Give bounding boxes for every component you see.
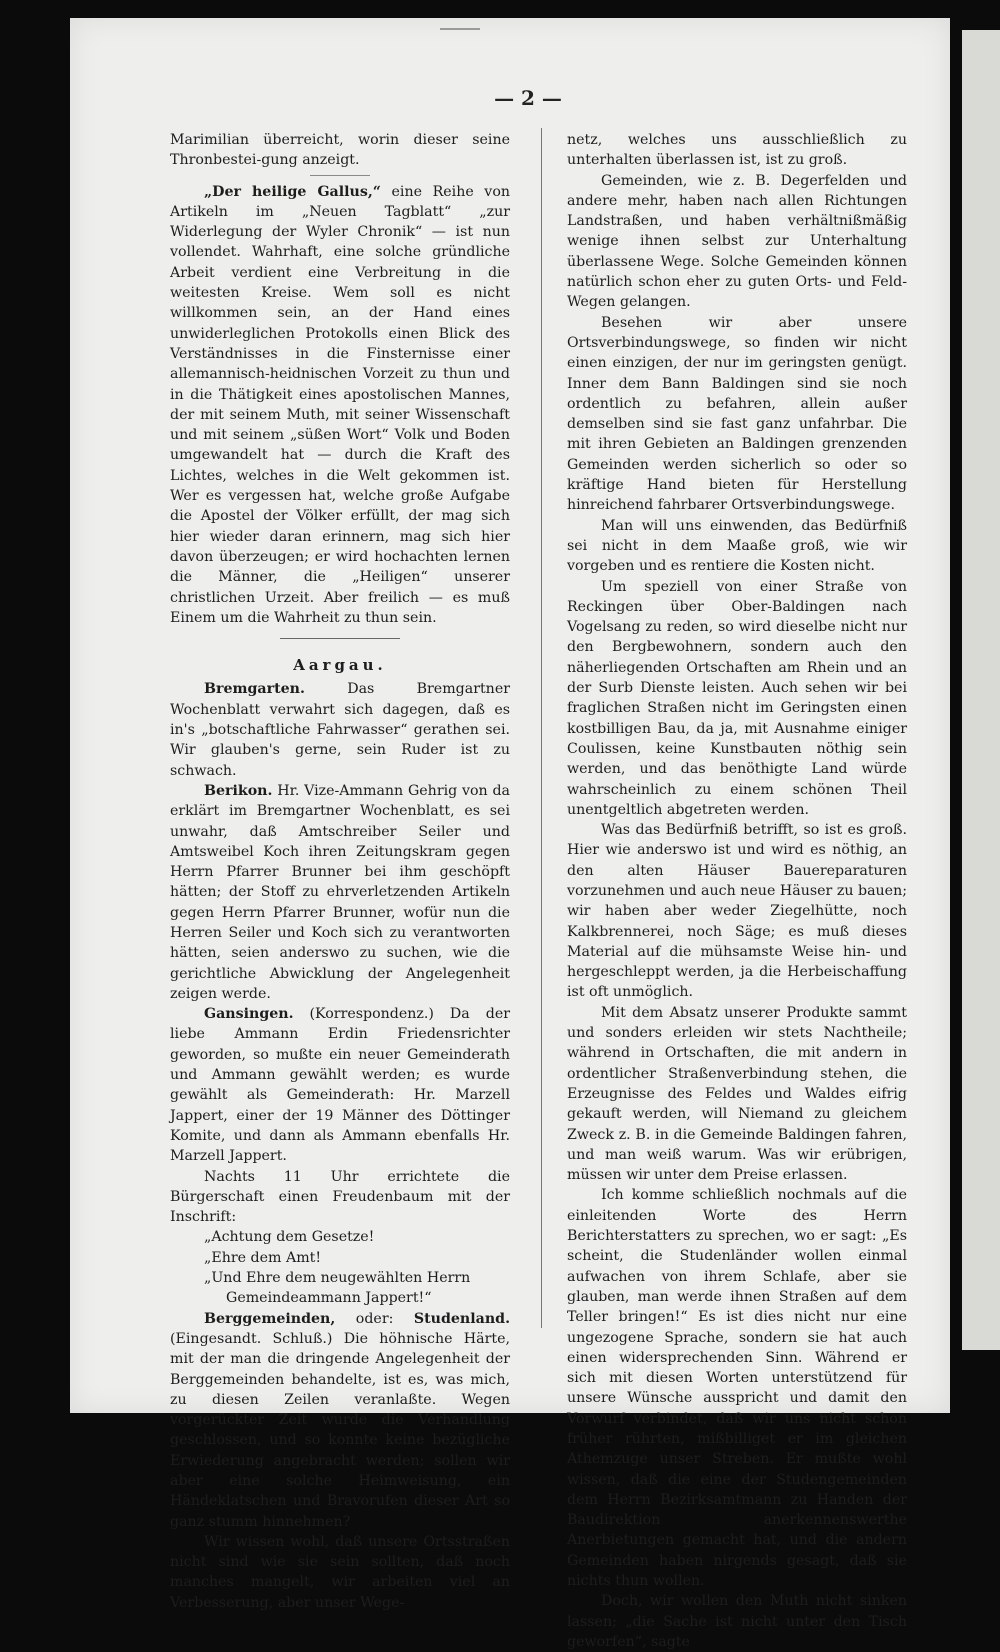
gallus-headline: „Der heilige Gallus,“: [204, 183, 381, 200]
right-paragraph-7: Mit dem Absatz unserer Produkte sammt und sonders erleiden wir stets Nachtheile; während in Ortschaften, die mit andern in ordentlicher Straßenverbindung stehen, die Erzeugnisse des Feldes und Waldes eifrig gekauft werden, will Niemand zu gleichem Zweck z. B. in die Gemeinde Baldingen fahren, und man weiß warum. Was wir erübrigen, müssen wir unter dem Preise erlassen.: [567, 1004, 907, 1184]
right-paragraph-8: Ich komme schließlich nochmals auf die einleitenden Worte des Herrn Berichterstatters zu sprechen, wo er sagt: „Es scheint, die Studenländer wollen einmal aufwachen von ihrem Schlafe, aber sie glauben, man werde ihnen Straßen auf dem Teller bringen!“ Es ist dies nicht nur eine ungezogene Sprache, sondern sie hat auch einen widersprechenden Sinn. Während er sich mit diesen Worten unterstützend für unsere Wünsche ausspricht und damit den Vorwurf verbindet, daß wir uns nicht schon früher rührten, mißbilliget er im gleichen Athemzuge unser Streben. Er mußte wohl wissen, daß die eine der Studengemeinden dem Herrn Bezirksamtmann zu Handen der Baudirektion anerkennenswerthe Anerbietungen gemacht hat, und die andern Gemeinden haben nirgends gesagt, daß sie nichts thun wollen.: [567, 1187, 907, 1590]
header-rule: [440, 28, 480, 30]
left-column: [170, 130, 510, 1613]
article-divider: [310, 175, 370, 176]
gallus-text: eine Reihe von Artikeln im „Neuen Tagblatt“ „zur Widerlegung der Wyler Chronik“ — ist nun vollendet. Wahrhaft, eine solche gründliche Arbeit verdient eine Verbreitung in die weitesten Kreise. Wem soll es nicht willkommen sein, an der Hand eines unwiderleglichen Protokolls einen Blick des Verständnisses in die Finsternisse einer allemannisch-heidnischen Vorzeit zu thun und in die Thätigkeit eines apostolischen Mannes, der mit seinem Muth, mit seiner Wissenschaft und mit seinem „süßen Wort“ Volk und Boden umgewandelt hat — durch die Kraft des Lichtes, welches in die Welt gekommen ist. Wer es vergessen hat, welche große Aufgabe die Apostel der Völker erfüllt, der mag sich hier wieder daran erinnern, mag sich hier davon überzeugen; er wird hochachten lernen die Männer, die „Heiligen“ unserer christlichen Urzeit. Aber freilich — es muß Einem um die Wahrheit zu thun sein.: [170, 183, 510, 626]
right-paragraph-1: netz, welches uns ausschließlich zu unterhalten überlassen ist, ist zu groß.: [567, 132, 907, 169]
right-paragraph-9: Doch, wir wollen den Muth nicht sinken lassen; „die Sache ist nicht unter den Tisch geworfen“, sagte: [567, 1593, 907, 1650]
right-paragraph-2: Gemeinden, wie z. B. Degerfelden und andere mehr, haben nach allen Richtungen Landstraßen, und haben verhältnißmäßig wenige ihnen selbst zur Unterhaltung überlassene Wege. Solche Gemeinden können natürlich schon eher zu guten Orts- und Feld-Wegen gelangen.: [567, 172, 907, 311]
berggemeinden-headline: Berggemeinden,: [204, 1310, 336, 1327]
berikon-headline: Berikon.: [204, 782, 273, 799]
right-paragraph-4: Man will uns einwenden, das Bedürfniß sei nicht in dem Maaße groß, wie wir vorgeben und es rentiere die Kosten nicht.: [567, 517, 907, 575]
section-title-aargau: Aargau.: [293, 656, 387, 675]
page-number: — 2 —: [494, 86, 562, 110]
inscription-line: „Achtung dem Gesetze!: [204, 1229, 375, 1246]
bremgarten-paragraph: [170, 679, 510, 780]
wir-wissen-paragraph: Wir wissen wohl, daß unsere Ortsstraßen nicht sind wie sie sein sollten, daß noch manches mangelt, wir arbeiten viel an Verbesserung, aber unser Wege-: [170, 1533, 510, 1611]
right-paragraph-6: Was das Bedürfniß betrifft, so ist es groß. Hier wie anderswo ist und wird es nöthig, an den alten Häuser Bauereparaturen vorzunehmen und auch neue Häuser zu bauen; wir haben aber weder Ziegelhütte, noch Kalkbrennerei, noch Säge; es muß dieses Material auf die mühsamste Weise hin- und hergeschleppt werden, ja die Herbeischaffung ist oft unmöglich.: [567, 822, 907, 1001]
gansingen-paragraph: [170, 1004, 510, 1166]
right-paragraph-3: Besehen wir aber unsere Ortsverbindungswege, so finden wir nicht einen einzigen, der nur im geringsten genügt. Inner dem Bann Baldingen sind sie noch ordentlich zu befahren, allein außer demselben sind sie fast ganz unfahrbar. Die mit ihren Gebieten an Baldingen grenzenden Gemeinden werden sicherlich so oder so kräftige Hand bieten für Herstellung hinreichend fahrbarer Ortsverbindungswege.: [567, 314, 907, 514]
studenland-headline: Studenland.: [413, 1310, 511, 1327]
gansingen-text: (Korrespondenz.) Da der liebe Ammann Erdin Friedensrichter geworden, so mußte ein neuer Gemeinderath und Ammann gewählt werden; es wurde gewählt als Gemeinderath: Hr. Marzell Jappert, einer der 19 Männer des Döttinger Komite, und dann als Ammann ebenfalls Hr. Marzell Jappert.: [170, 1006, 510, 1165]
nachts-paragraph: Nachts 11 Uhr errichtete die Bürgerschaft einen Freudenbaum mit der Inschrift:: [170, 1168, 510, 1226]
right-paragraph-5: Um speziell von einer Straße von Reckingen über Ober-Baldingen nach Vogelsang zu reden, so wird dieselbe nicht nur den Bergbewohnern, sondern auch den näherliegenden Ortschaften am Rhein und an der Surb Dienste leisten. Auch sehen wir bei fraglichen Straßen nicht im Geringsten einen kostbilligen Bau, da ja, mit Ausnahme einiger Coulissen, keine Kunstbauten nöthig sein werden, und das benöthigte Land würde wahrscheinlich zu einem schönen Theil unentgeltlich abgetreten werden.: [567, 578, 907, 818]
berggemeinden-sub: oder:: [355, 1310, 394, 1327]
berikon-text: Hr. Vize-Ammann Gehrig von da erklärt im Bremgartner Wochenblatt, es sei unwahr, daß Amtschreiber Seiler und Amtsweibel Koch ihren Zeitungskram gegen Herrn Pfarrer Brunner bei ihm geschöpft hätten; der Stoff zu ehrverletzenden Artikeln gegen Herrn Pfarrer Brunner, wofür nun die Herren Seiler und Koch sich zu verantworten hätten, seien anderswo zu suchen, wie die gerichtliche Abwicklung der Angelegenheit zeigen werde.: [170, 782, 510, 1002]
berikon-paragraph: [170, 781, 510, 1004]
gallus-paragraph: [170, 182, 510, 629]
section-divider: [280, 638, 400, 639]
berggemeinden-text: (Eingesandt. Schluß.) Die höhnische Härte, mit der man die dringende Angelegenheit der Berggemeinden behandelte, ist es, was mich, zu diesen Zeilen veranlaßte. Wegen vorgerückter Zeit wurde die Verhandlung geschlossen, und so konnte keine bezügliche Erwiederung angebracht werden; sollen wir aber eine solche Heimweisung, ein Händeklatschen und Bravorufen dieser Art so ganz stumm hinnehmen?: [170, 1330, 510, 1530]
inscription-line: Gemeindeammann Jappert!“: [226, 1290, 432, 1307]
inscription-line: „Ehre dem Amt!: [204, 1249, 322, 1266]
bremgarten-headline: Bremgarten.: [204, 681, 305, 698]
adjacent-page-edge: [962, 30, 1000, 1350]
intro-paragraph: Marimilian überreicht, worin dieser seine Thronbestei-gung anzeigt.: [170, 132, 510, 169]
gansingen-headline: Gansingen.: [204, 1006, 294, 1023]
inscription-line: „Und Ehre dem neugewählten Herrn: [204, 1270, 471, 1287]
bremgarten-text: Das Bremgartner Wochenblatt verwahrt sich dagegen, daß es in's „botschaftliche Fahrwasser“ gerathen sei. Wir glauben's gerne, sein Ruder ist zu schwach.: [170, 681, 510, 779]
berggemeinden-paragraph: [170, 1309, 510, 1532]
right-column: [567, 130, 907, 1652]
column-divider: [541, 128, 542, 1328]
